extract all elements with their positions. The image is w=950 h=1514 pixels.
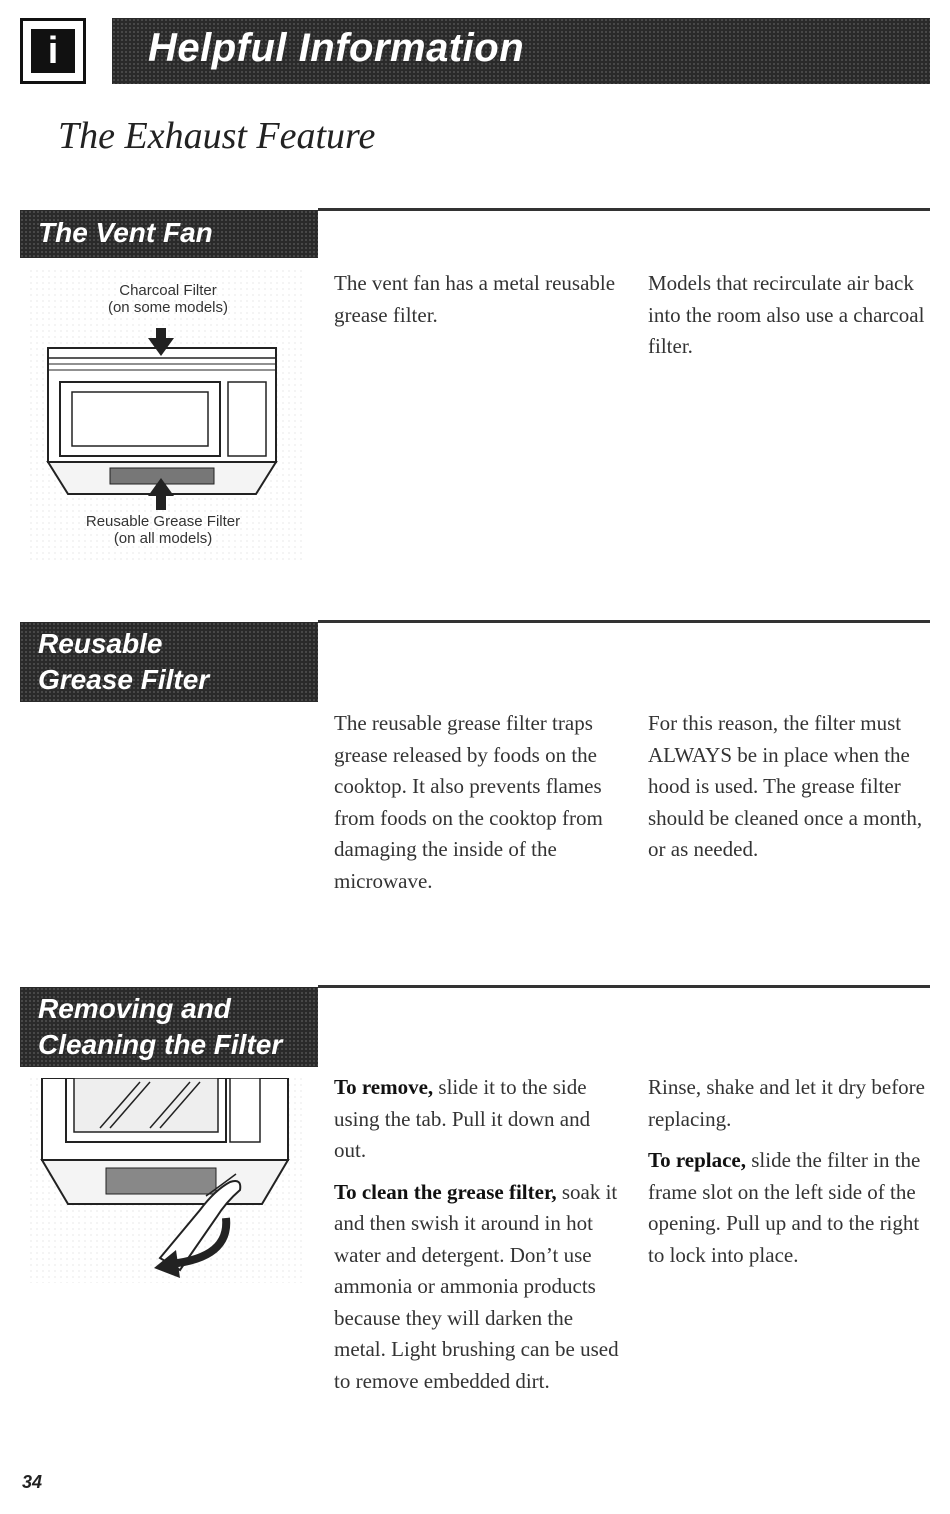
paragraph: For this reason, the filter must ALWAYS be in place when the hood is used. The grease filter should be cleaned once a month, or as needed. (648, 711, 923, 861)
paragraph: The reusable grease filter traps grease released by foods on the cooktop. It also prevents flames from foods on the cooktop from damaging the inside of the microwave. (334, 711, 603, 893)
paragraph (334, 1177, 624, 1398)
section-rule (318, 208, 930, 211)
section-heading-removing (20, 987, 318, 1067)
vent-fan-col1 (334, 268, 624, 331)
section-rule (318, 985, 930, 988)
paragraph: Rinse, shake and let it dry before replacing. (648, 1075, 925, 1131)
figure-label-line: Charcoal Filter (119, 282, 217, 299)
banner-title: Helpful Information (148, 26, 525, 70)
paragraph-text: slide it to the side using the tab. Pull it down and out. (334, 1075, 591, 1162)
paragraph: The vent fan has a metal reusable grease filter. (334, 271, 616, 327)
filter-removal-figure (30, 1078, 305, 1283)
vent-fan-col2 (648, 268, 928, 363)
paragraph-text: soak it and then swish it around in hot water and detergent. Don’t use ammonia or ammonia products because they will darken the metal. Light brushing can be used to remove embedded dirt. (334, 1179, 619, 1393)
bold-lead: To replace, (648, 1148, 746, 1172)
charcoal-filter-label (68, 282, 268, 316)
paragraph (648, 1145, 928, 1271)
removing-col1 (334, 1072, 624, 1397)
section-heading-text: Grease Filter (38, 664, 210, 695)
info-icon-box (20, 18, 86, 84)
section-rule (318, 620, 930, 623)
page-number: 34 (22, 1472, 43, 1492)
page-subtitle: The Exhaust Feature (58, 115, 376, 157)
paragraph-text: slide the filter in the frame slot on the left side of the opening. Pull up and to the right to lock into place. (648, 1148, 921, 1267)
bold-lead: To remove, (334, 1075, 434, 1099)
figure-label-line: (on all models) (113, 530, 213, 547)
figure-label-line: (on some models) (107, 299, 229, 316)
section-heading-text: The Vent Fan (38, 217, 213, 248)
grease-filter-col2 (648, 708, 933, 866)
removing-col2 (648, 1072, 928, 1271)
paragraph: Models that recirculate air back into the room also use a charcoal filter. (648, 271, 925, 358)
grease-filter-col1 (334, 708, 624, 897)
section-heading-text: Reusable (38, 628, 163, 659)
figure-label-line: Reusable Grease Filter (85, 513, 241, 530)
section-heading-vent-fan (20, 210, 318, 258)
section-heading-grease-filter (20, 622, 318, 702)
bold-lead: To clean the grease filter, (334, 1179, 557, 1204)
paragraph (334, 1072, 624, 1167)
section-heading-text: Cleaning the Filter (38, 1029, 283, 1060)
section-heading-text: Removing and (38, 993, 231, 1024)
section-banner (112, 18, 930, 84)
grease-filter-label (58, 513, 268, 547)
info-icon: i (31, 29, 75, 73)
